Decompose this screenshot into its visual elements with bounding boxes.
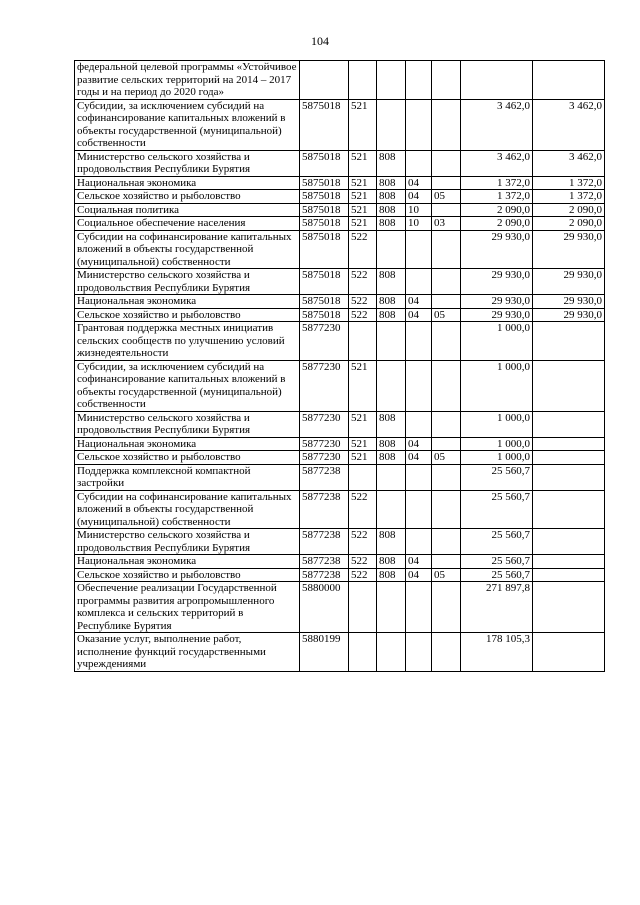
table-row	[75, 61, 605, 100]
row-name: Субсидии, за исключением субсидий на софинансирование капитальных вложений в объекты государственной (муниципальной) собственности	[75, 99, 300, 150]
row-amount-1: 3 462,0	[461, 150, 533, 176]
row-expense-type	[349, 464, 377, 490]
row-section: 04	[406, 176, 432, 190]
row-name: Министерство сельского хозяйства и продовольствия Республики Бурятия	[75, 150, 300, 176]
row-amount-2: 29 930,0	[533, 269, 605, 295]
row-name: федеральной целевой программы «Устойчивое развитие сельских территорий на 2014 – 2017 годы и на период до 2020 года»	[75, 61, 300, 100]
row-target-article: 5875018	[300, 150, 349, 176]
row-subsection	[432, 176, 461, 190]
row-target-article: 5877230	[300, 322, 349, 361]
budget-table	[74, 60, 605, 672]
row-expense-type: 521	[349, 99, 377, 150]
row-amount-1: 25 560,7	[461, 555, 533, 569]
row-amount-2	[533, 582, 605, 633]
row-amount-2	[533, 451, 605, 465]
row-name: Поддержка комплексной компактной застройки	[75, 464, 300, 490]
row-name: Грантовая поддержка местных инициатив сельских сообществ по улучшению условий жизнедеятельности	[75, 322, 300, 361]
row-administrator-code: 808	[377, 529, 406, 555]
row-target-article: 5877238	[300, 555, 349, 569]
row-name: Сельское хозяйство и рыболовство	[75, 568, 300, 582]
row-expense-type: 522	[349, 295, 377, 309]
row-subsection	[432, 529, 461, 555]
row-target-article: 5877238	[300, 529, 349, 555]
row-section	[406, 490, 432, 529]
row-name: Сельское хозяйство и рыболовство	[75, 190, 300, 204]
row-amount-1: 25 560,7	[461, 529, 533, 555]
row-administrator-code: 808	[377, 217, 406, 231]
row-amount-1: 25 560,7	[461, 568, 533, 582]
row-section: 04	[406, 568, 432, 582]
row-amount-1: 1 000,0	[461, 451, 533, 465]
row-amount-1: 25 560,7	[461, 464, 533, 490]
row-section	[406, 230, 432, 269]
row-administrator-code	[377, 490, 406, 529]
row-amount-2	[533, 464, 605, 490]
row-name: Министерство сельского хозяйства и продовольствия Республики Бурятия	[75, 269, 300, 295]
row-amount-2: 3 462,0	[533, 99, 605, 150]
row-administrator-code: 808	[377, 411, 406, 437]
row-amount-1: 1 000,0	[461, 322, 533, 361]
row-section: 10	[406, 203, 432, 217]
row-section	[406, 150, 432, 176]
row-subsection	[432, 203, 461, 217]
row-administrator-code	[377, 230, 406, 269]
row-expense-type: 521	[349, 190, 377, 204]
row-target-article: 5877238	[300, 568, 349, 582]
row-target-article: 5877238	[300, 490, 349, 529]
row-section	[406, 360, 432, 411]
table-row	[75, 150, 605, 176]
row-amount-2	[533, 555, 605, 569]
row-administrator-code: 808	[377, 451, 406, 465]
row-amount-1: 29 930,0	[461, 230, 533, 269]
row-target-article: 5875018	[300, 308, 349, 322]
row-name: Обеспечение реализации Государственной программы развития агропромышленного комплекса и сельских территорий в Республике Бурятия	[75, 582, 300, 633]
row-amount-2: 29 930,0	[533, 230, 605, 269]
row-target-article: 5880000	[300, 582, 349, 633]
row-amount-2	[533, 529, 605, 555]
row-subsection	[432, 269, 461, 295]
row-expense-type: 522	[349, 568, 377, 582]
table-row	[75, 490, 605, 529]
row-amount-2: 29 930,0	[533, 295, 605, 309]
row-name: Сельское хозяйство и рыболовство	[75, 451, 300, 465]
row-amount-1: 271 897,8	[461, 582, 533, 633]
row-administrator-code: 808	[377, 437, 406, 451]
page-number: 104	[311, 34, 329, 48]
row-amount-1: 178 105,3	[461, 633, 533, 672]
row-administrator-code	[377, 633, 406, 672]
table-row	[75, 555, 605, 569]
row-expense-type	[349, 633, 377, 672]
row-name: Сельское хозяйство и рыболовство	[75, 308, 300, 322]
row-amount-1: 2 090,0	[461, 217, 533, 231]
row-expense-type	[349, 61, 377, 100]
row-subsection	[432, 490, 461, 529]
row-section: 04	[406, 190, 432, 204]
row-expense-type	[349, 322, 377, 361]
row-administrator-code	[377, 61, 406, 100]
row-target-article: 5875018	[300, 295, 349, 309]
row-target-article: 5875018	[300, 190, 349, 204]
table-row	[75, 464, 605, 490]
row-section	[406, 582, 432, 633]
table-row	[75, 633, 605, 672]
row-section: 04	[406, 555, 432, 569]
row-name: Национальная экономика	[75, 555, 300, 569]
row-name: Министерство сельского хозяйства и продовольствия Республики Бурятия	[75, 411, 300, 437]
row-target-article: 5875018	[300, 269, 349, 295]
row-administrator-code: 808	[377, 269, 406, 295]
row-expense-type: 521	[349, 203, 377, 217]
row-target-article: 5875018	[300, 217, 349, 231]
row-amount-2	[533, 490, 605, 529]
table-row	[75, 437, 605, 451]
row-target-article: 5877230	[300, 451, 349, 465]
row-subsection	[432, 295, 461, 309]
row-section: 04	[406, 295, 432, 309]
row-expense-type: 522	[349, 308, 377, 322]
row-name: Социальная политика	[75, 203, 300, 217]
row-subsection	[432, 633, 461, 672]
row-expense-type: 521	[349, 360, 377, 411]
table-row	[75, 190, 605, 204]
row-expense-type: 521	[349, 150, 377, 176]
row-administrator-code: 808	[377, 176, 406, 190]
row-subsection	[432, 360, 461, 411]
row-expense-type: 522	[349, 529, 377, 555]
row-amount-1: 1 372,0	[461, 190, 533, 204]
table-body	[75, 61, 605, 672]
row-amount-1: 1 000,0	[461, 437, 533, 451]
row-administrator-code: 808	[377, 295, 406, 309]
row-target-article: 5877230	[300, 360, 349, 411]
row-section: 04	[406, 451, 432, 465]
row-section	[406, 269, 432, 295]
row-subsection: 03	[432, 217, 461, 231]
row-section	[406, 464, 432, 490]
row-section	[406, 633, 432, 672]
table-row	[75, 322, 605, 361]
row-name: Социальное обеспечение населения	[75, 217, 300, 231]
row-amount-1: 3 462,0	[461, 99, 533, 150]
row-target-article	[300, 61, 349, 100]
row-expense-type: 522	[349, 230, 377, 269]
row-expense-type: 521	[349, 411, 377, 437]
row-expense-type: 521	[349, 451, 377, 465]
row-amount-2: 2 090,0	[533, 203, 605, 217]
row-amount-1: 29 930,0	[461, 308, 533, 322]
row-subsection	[432, 411, 461, 437]
row-expense-type: 521	[349, 217, 377, 231]
row-administrator-code	[377, 99, 406, 150]
row-subsection	[432, 437, 461, 451]
row-administrator-code: 808	[377, 190, 406, 204]
row-name: Национальная экономика	[75, 437, 300, 451]
row-amount-2: 3 462,0	[533, 150, 605, 176]
row-expense-type: 522	[349, 490, 377, 529]
row-amount-1: 2 090,0	[461, 203, 533, 217]
row-section	[406, 411, 432, 437]
row-administrator-code: 808	[377, 555, 406, 569]
table-row	[75, 217, 605, 231]
table-row	[75, 269, 605, 295]
row-target-article: 5875018	[300, 176, 349, 190]
row-expense-type: 521	[349, 176, 377, 190]
row-amount-2	[533, 411, 605, 437]
row-amount-2	[533, 360, 605, 411]
table-row	[75, 308, 605, 322]
row-target-article: 5875018	[300, 99, 349, 150]
row-name: Национальная экономика	[75, 176, 300, 190]
row-target-article: 5877238	[300, 464, 349, 490]
row-amount-1	[461, 61, 533, 100]
row-amount-2: 2 090,0	[533, 217, 605, 231]
row-name: Оказание услуг, выполнение работ, исполнение функций государственными учреждениями	[75, 633, 300, 672]
row-administrator-code: 808	[377, 150, 406, 176]
table-row	[75, 568, 605, 582]
row-subsection	[432, 464, 461, 490]
row-amount-1: 29 930,0	[461, 269, 533, 295]
row-target-article: 5875018	[300, 203, 349, 217]
row-subsection	[432, 61, 461, 100]
row-target-article: 5877230	[300, 437, 349, 451]
table-row	[75, 99, 605, 150]
row-administrator-code	[377, 322, 406, 361]
row-target-article: 5877230	[300, 411, 349, 437]
row-amount-1: 1 000,0	[461, 360, 533, 411]
table-row	[75, 230, 605, 269]
row-expense-type: 522	[349, 269, 377, 295]
table-row	[75, 451, 605, 465]
row-administrator-code	[377, 582, 406, 633]
row-amount-2	[533, 633, 605, 672]
table-row	[75, 582, 605, 633]
row-name: Министерство сельского хозяйства и продовольствия Республики Бурятия	[75, 529, 300, 555]
row-expense-type	[349, 582, 377, 633]
row-subsection: 05	[432, 451, 461, 465]
row-section	[406, 99, 432, 150]
row-administrator-code	[377, 464, 406, 490]
row-administrator-code: 808	[377, 308, 406, 322]
row-subsection	[432, 555, 461, 569]
row-target-article: 5880199	[300, 633, 349, 672]
table-row	[75, 360, 605, 411]
table-row	[75, 203, 605, 217]
row-section	[406, 529, 432, 555]
row-section	[406, 322, 432, 361]
row-amount-1: 29 930,0	[461, 295, 533, 309]
row-section	[406, 61, 432, 100]
row-subsection: 05	[432, 190, 461, 204]
row-subsection: 05	[432, 308, 461, 322]
row-subsection	[432, 582, 461, 633]
row-amount-1: 1 372,0	[461, 176, 533, 190]
row-section: 04	[406, 437, 432, 451]
row-amount-2: 1 372,0	[533, 176, 605, 190]
row-amount-1: 25 560,7	[461, 490, 533, 529]
row-section: 04	[406, 308, 432, 322]
row-name: Национальная экономика	[75, 295, 300, 309]
table-row	[75, 411, 605, 437]
row-administrator-code: 808	[377, 203, 406, 217]
table-row	[75, 176, 605, 190]
row-administrator-code: 808	[377, 568, 406, 582]
row-amount-2: 29 930,0	[533, 308, 605, 322]
row-subsection: 05	[432, 568, 461, 582]
row-amount-2	[533, 437, 605, 451]
row-expense-type: 521	[349, 437, 377, 451]
row-name: Субсидии на софинансирование капитальных вложений в объекты государственной (муниципальной) собственности	[75, 490, 300, 529]
row-amount-2	[533, 322, 605, 361]
row-subsection	[432, 230, 461, 269]
table-row	[75, 529, 605, 555]
table-row	[75, 295, 605, 309]
row-expense-type: 522	[349, 555, 377, 569]
row-amount-1: 1 000,0	[461, 411, 533, 437]
row-subsection	[432, 150, 461, 176]
row-administrator-code	[377, 360, 406, 411]
row-name: Субсидии, за исключением субсидий на софинансирование капитальных вложений в объекты государственной (муниципальной) собственности	[75, 360, 300, 411]
row-amount-2	[533, 568, 605, 582]
row-amount-2: 1 372,0	[533, 190, 605, 204]
row-target-article: 5875018	[300, 230, 349, 269]
row-name: Субсидии на софинансирование капитальных вложений в объекты государственной (муниципальной) собственности	[75, 230, 300, 269]
row-amount-2	[533, 61, 605, 100]
row-subsection	[432, 322, 461, 361]
row-section: 10	[406, 217, 432, 231]
row-subsection	[432, 99, 461, 150]
